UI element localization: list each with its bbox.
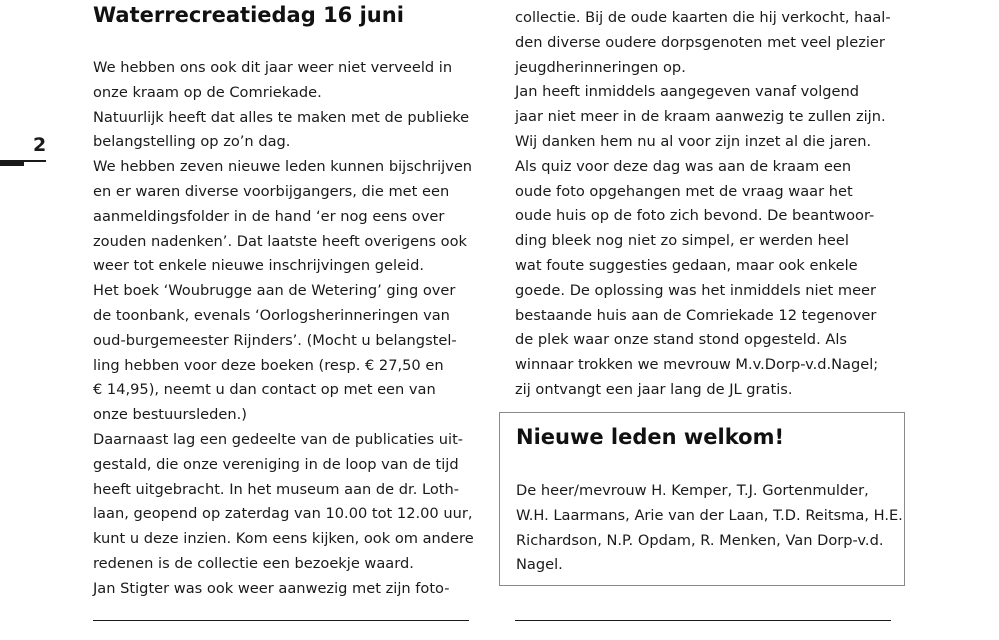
paragraph-line: belangstelling op zo’n dag. bbox=[93, 133, 291, 151]
paragraph-line: Jan heeft inmiddels aangegeven vanaf volgend bbox=[515, 83, 860, 101]
paragraph-line: Daarnaast lag een gedeelte van de publicaties uit- bbox=[93, 430, 464, 448]
paragraph-line: laan, geopend op zaterdag van 10.00 tot 12.00 uur, bbox=[93, 505, 473, 523]
paragraph-line: bestaande huis aan de Comriekade 12 tegenover bbox=[515, 306, 877, 324]
paragraph-line: gestald, die onze vereniging in de loop van de tijd bbox=[93, 455, 459, 473]
member-names-line: De heer/mevrouw H. Kemper, T.J. Gortenmulder, bbox=[516, 482, 869, 499]
article-body-right bbox=[515, 6, 891, 403]
paragraph-line: den diverse oudere dorpsgenoten met veel plezier bbox=[515, 33, 885, 51]
article-title: Waterrecreatiedag 16 juni bbox=[93, 3, 404, 27]
paragraph-line: winnaar trokken we mevrouw M.v.Dorp-v.d.Nagel; bbox=[515, 356, 879, 374]
paragraph-line: zij ontvangt een jaar lang de JL gratis. bbox=[515, 380, 793, 398]
page-number: 2 bbox=[33, 134, 47, 156]
paragraph-line: € 14,95), neemt u dan contact op met een van bbox=[93, 381, 436, 399]
paragraph-line: kunt u deze inzien. Kom eens kijken, ook om andere bbox=[93, 530, 474, 548]
paragraph-line: aanmeldingsfolder in de hand ‘er nog eens over bbox=[93, 207, 445, 225]
paragraph-line: de toonbank, evenals ‘Oorlogsherinneringen van bbox=[93, 306, 450, 324]
new-members-title: Nieuwe leden welkom! bbox=[516, 425, 785, 449]
paragraph-line: Natuurlijk heeft dat alles te maken met de publieke bbox=[93, 108, 470, 126]
paragraph-line: oud-burgemeester Rijnders’. (Mocht u belangstel- bbox=[93, 331, 457, 349]
paragraph-line: Als quiz voor deze dag was aan de kraam een bbox=[515, 157, 852, 175]
paragraph-line: ling hebben voor deze boeken (resp. € 27,50 en bbox=[93, 356, 444, 374]
paragraph-line: oude huis op de foto zich bevond. De beantwoor- bbox=[515, 207, 875, 225]
member-names-line: W.H. Laarmans, Arie van der Laan, T.D. Reitsma, H.E. bbox=[516, 506, 903, 524]
paragraph-line: Het boek ‘Woubrugge aan de Wetering’ ging over bbox=[93, 282, 456, 300]
paragraph-line: collectie. Bij de oude kaarten die hij verkocht, haal- bbox=[515, 9, 891, 26]
paragraph-line: onze kraam op de Comriekade. bbox=[93, 83, 322, 101]
paragraph-line: redenen is de collectie een bezoekje waard. bbox=[93, 554, 414, 572]
paragraph-line: wat foute suggesties gedaan, maar ook enkele bbox=[515, 256, 858, 274]
paragraph-line: We hebben zeven nieuwe leden kunnen bijschrijven bbox=[93, 158, 473, 176]
paragraph-line: weer tot enkele nieuwe inschrijvingen geleid. bbox=[93, 257, 425, 275]
paragraph-line: Jan Stigter was ook weer aanwezig met zijn foto- bbox=[93, 579, 450, 597]
new-members-list bbox=[516, 479, 903, 578]
page-number-rule-accent bbox=[0, 162, 24, 166]
paragraph-line: jaar niet meer in de kraam aanwezig te zullen zijn. bbox=[515, 108, 886, 126]
paragraph-line: heeft uitgebracht. In het museum aan de dr. Loth- bbox=[93, 480, 460, 498]
new-members-box bbox=[499, 412, 905, 586]
paragraph-line: We hebben ons ook dit jaar weer niet verveeld in bbox=[93, 59, 453, 76]
paragraph-line: oude foto opgehangen met de vraag waar het bbox=[515, 182, 853, 200]
bottom-rule-left bbox=[93, 620, 469, 621]
paragraph-line: de plek waar onze stand stond opgesteld. Als bbox=[515, 331, 847, 349]
bottom-rule-right bbox=[515, 620, 891, 621]
paragraph-line: goede. De oplossing was het inmiddels niet meer bbox=[515, 281, 877, 299]
member-names-line: Nagel. bbox=[516, 556, 563, 574]
paragraph-line: ding bleek nog niet zo simpel, er werden heel bbox=[515, 232, 849, 250]
paragraph-line: onze bestuursleden.) bbox=[93, 406, 247, 424]
paragraph-line: Wij danken hem nu al voor zijn inzet al die jaren. bbox=[515, 132, 872, 150]
paragraph-line: jeugdherinneringen op. bbox=[515, 58, 686, 76]
paragraph-line: en er waren diverse voorbijgangers, die met een bbox=[93, 182, 450, 200]
paragraph-line: zouden nadenken’. Dat laatste heeft overigens ook bbox=[93, 232, 467, 250]
article-body-left bbox=[93, 56, 474, 602]
member-names-line: Richardson, N.P. Opdam, R. Menken, Van Dorp-v.d. bbox=[516, 531, 884, 549]
